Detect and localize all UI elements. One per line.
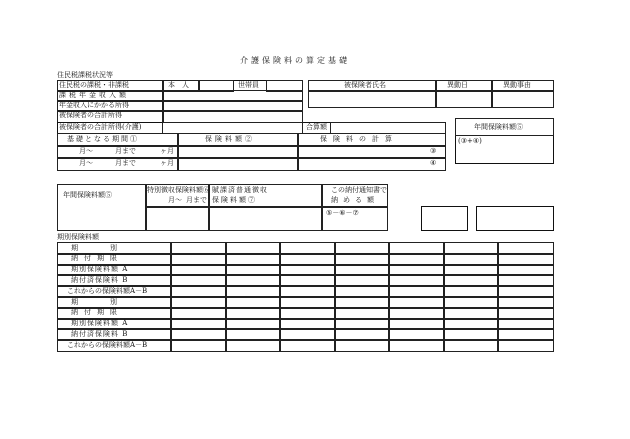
summary-notice-value[interactable] — [321, 206, 388, 231]
period-col1-label: 基礎となる期間① — [67, 135, 139, 143]
tax-row5-sum-label: 合算額 — [306, 123, 327, 131]
change-reason-label: 異動事由 — [503, 81, 531, 89]
summary-notice-line2: 納める額 — [331, 196, 379, 204]
blank-box-2[interactable] — [476, 206, 554, 231]
period-row2-from: 月～ — [79, 159, 93, 167]
period-row2-amount[interactable] — [177, 157, 299, 171]
tax-row2-label: 課税年金収入額 — [59, 91, 129, 99]
period-row-label: 期 別 — [71, 243, 123, 252]
period-row2-to: 月まで — [115, 159, 136, 167]
summary-special-to: 月まで — [186, 196, 207, 204]
period-row-label: これからの保険料額A－B — [67, 286, 148, 295]
change-date-value[interactable] — [435, 90, 493, 108]
summary-assessed-value[interactable] — [208, 206, 323, 231]
annual-premium-formula: (③+④) — [458, 137, 482, 145]
period-value-cell[interactable] — [170, 339, 227, 352]
change-date-label: 異動日 — [447, 81, 468, 89]
summary-assessed-line2: 保険料額⑦ — [212, 196, 257, 204]
period-row-label: これからの保険料額A－B — [67, 340, 148, 349]
period-row-label: 納付期限 — [71, 254, 123, 263]
summary-annual-label: 年間保険料額⑤ — [63, 191, 112, 199]
period-row1-to: 月まで — [115, 147, 136, 155]
insured-name-value[interactable] — [308, 90, 437, 108]
blank-box-1[interactable] — [421, 206, 468, 231]
tax-self-label: 本 人 — [168, 81, 189, 89]
summary-assessed-line1: 賦課済普通徴収 — [212, 186, 268, 194]
summary-notice-formula: ⑤－⑥－⑦ — [326, 209, 359, 217]
period-row-label: 納付済保険料 B — [71, 275, 129, 284]
period-row1-mark: ③ — [430, 147, 437, 155]
tax-status-section-label: 住民税課税状況等 — [57, 71, 113, 79]
period-value-cell[interactable] — [225, 339, 282, 352]
summary-notice-line1: この納付通知書で — [331, 186, 387, 194]
period-premium-section-label: 期別保険料額 — [57, 233, 99, 241]
period-value-cell[interactable] — [388, 339, 445, 352]
period-row1-from: 月～ — [79, 147, 93, 155]
change-reason-value[interactable] — [491, 90, 554, 108]
period-row1-months: ヶ月 — [160, 147, 174, 155]
tax-row5-label: 被保険者の合計所得(介護) — [59, 123, 142, 131]
period-row2-mark: ④ — [430, 159, 437, 167]
period-col3-label: 保険料の計算 — [320, 135, 398, 143]
period-row-label: 納付期限 — [71, 308, 123, 317]
annual-premium-label: 年間保険料額⑤ — [474, 123, 523, 131]
insured-name-label: 被保険者氏名 — [344, 81, 386, 89]
period-value-cell[interactable] — [334, 339, 391, 352]
period-row2-calc[interactable] — [297, 157, 446, 171]
period-row-label: 期 別 — [71, 297, 123, 306]
summary-special-from: 月～ — [168, 196, 182, 204]
period-row-label: 納付済保険料 B — [71, 329, 129, 338]
summary-special-label: 特別徴収保険料額⑥ — [147, 186, 210, 194]
summary-special-value[interactable] — [145, 206, 210, 231]
tax-row3-label: 年金収入にかかる所得 — [59, 101, 129, 109]
period-row-label: 期別保険料額 A — [71, 319, 129, 328]
tax-row1-label: 住民税の課税・非課税 — [59, 81, 129, 89]
period-row2-months: ヶ月 — [160, 159, 174, 167]
period-value-cell[interactable] — [443, 339, 500, 352]
period-value-cell[interactable] — [279, 339, 336, 352]
period-row-label: 期別保険料額 A — [71, 265, 129, 274]
page-title: 介護保険料の算定基礎 — [240, 56, 350, 65]
period-col2-label: 保険料額② — [205, 135, 255, 143]
tax-row4-label: 被保険者の合計所得 — [59, 111, 122, 119]
tax-household-label: 世帯員 — [238, 81, 259, 89]
period-value-cell[interactable] — [497, 339, 554, 352]
period-premium-grid-body — [57, 242, 552, 350]
